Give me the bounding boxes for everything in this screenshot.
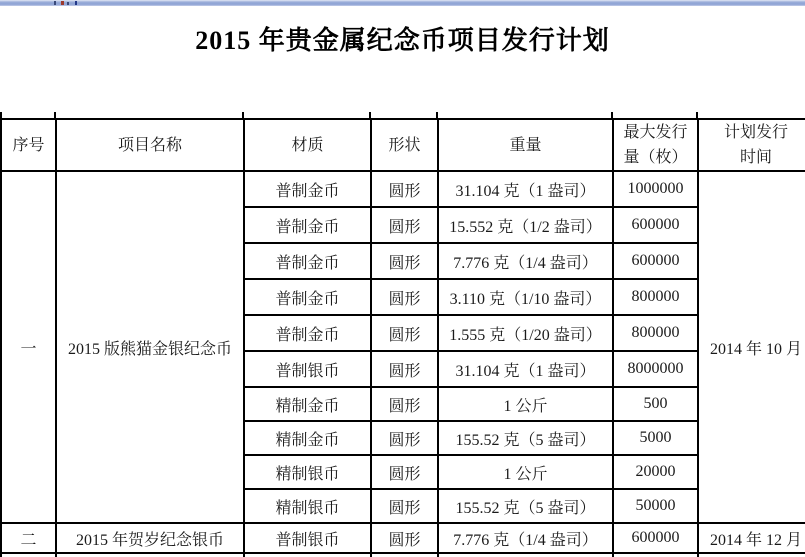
- toolbar-icon-remnant: [67, 2, 69, 5]
- header-shape: 形状: [371, 119, 438, 171]
- weight-cell: 7.776 克（1/4 盎司）: [438, 243, 613, 279]
- issue-time-cell: 2014 年 12 月: [698, 523, 805, 553]
- table-header-row: [1, 119, 805, 171]
- max-issuance-cell: 600000: [613, 523, 698, 553]
- page-title: 2015 年贵金属纪念币项目发行计划: [195, 26, 610, 55]
- max-issuance-cell: 20000: [613, 455, 698, 489]
- table-row: [1, 523, 805, 553]
- material-cell: 普制金币: [244, 243, 371, 279]
- table-row: [1, 171, 805, 207]
- header-weight: 重量: [438, 119, 613, 171]
- max-issuance-cell: 5000: [613, 421, 698, 455]
- toolbar-icon-remnant: [61, 1, 64, 5]
- clipped-next-row: [1, 553, 805, 557]
- material-cell: 普制银币: [244, 523, 371, 553]
- max-issuance-cell: 600000: [613, 243, 698, 279]
- toolbar-icon-remnant: [54, 1, 56, 5]
- material-cell: 普制金币: [244, 207, 371, 243]
- shape-cell: 圆形: [371, 455, 438, 489]
- shape-cell: 圆形: [371, 279, 438, 315]
- max-issuance-cell: 600000: [613, 207, 698, 243]
- header-max-issuance-label: 最大发行量（枚）: [623, 124, 688, 166]
- weight-cell: 31.104 克（1 盎司）: [438, 351, 613, 387]
- material-cell: 精制银币: [244, 455, 371, 489]
- weight-cell: 31.104 克（1 盎司）: [438, 171, 613, 207]
- material-cell: 精制金币: [244, 421, 371, 455]
- material-cell: 普制金币: [244, 279, 371, 315]
- serial-cell: 一: [1, 171, 56, 523]
- shape-cell: 圆形: [371, 171, 438, 207]
- weight-cell: 1.555 克（1/20 盎司）: [438, 315, 613, 351]
- issue-time-cell: 2014 年 10 月: [698, 171, 805, 523]
- max-issuance-cell: 500: [613, 387, 698, 421]
- weight-cell: 155.52 克（5 盎司）: [438, 421, 613, 455]
- serial-cell: 二: [1, 523, 56, 553]
- max-issuance-cell: 800000: [613, 315, 698, 351]
- max-issuance-cell: 50000: [613, 489, 698, 523]
- shape-cell: 圆形: [371, 387, 438, 421]
- weight-cell: 15.552 克（1/2 盎司）: [438, 207, 613, 243]
- material-cell: 普制金币: [244, 315, 371, 351]
- project-name-cell: 2015 版熊猫金银纪念币: [56, 171, 244, 523]
- header-max-issuance: [613, 119, 698, 171]
- shape-cell: 圆形: [371, 315, 438, 351]
- weight-cell: 1 公斤: [438, 455, 613, 489]
- material-cell: 普制银币: [244, 351, 371, 387]
- header-issue-time-label: 计划发行时间: [723, 124, 788, 166]
- weight-cell: 1 公斤: [438, 387, 613, 421]
- max-issuance-cell: 800000: [613, 279, 698, 315]
- shape-cell: 圆形: [371, 243, 438, 279]
- header-issue-time: [698, 119, 805, 171]
- issuance-plan-table: [0, 118, 805, 557]
- shape-cell: 圆形: [371, 207, 438, 243]
- max-issuance-cell: 8000000: [613, 351, 698, 387]
- project-name-cell: 2015 年贺岁纪念银币: [56, 523, 244, 553]
- material-cell: 精制金币: [244, 387, 371, 421]
- material-cell: 普制金币: [244, 171, 371, 207]
- shape-cell: 圆形: [371, 421, 438, 455]
- weight-cell: 3.110 克（1/10 盎司）: [438, 279, 613, 315]
- header-material: 材质: [244, 119, 371, 171]
- shape-cell: 圆形: [371, 351, 438, 387]
- toolbar-edge-strip: [0, 0, 805, 6]
- header-serial: 序号: [1, 119, 56, 171]
- weight-cell: 7.776 克（1/4 盎司）: [438, 523, 613, 553]
- max-issuance-cell: 1000000: [613, 171, 698, 207]
- material-cell: 精制银币: [244, 489, 371, 523]
- weight-cell: 155.52 克（5 盎司）: [438, 489, 613, 523]
- shape-cell: 圆形: [371, 489, 438, 523]
- shape-cell: 圆形: [371, 523, 438, 553]
- toolbar-icon-remnant: [75, 1, 77, 5]
- header-project: 项目名称: [56, 119, 244, 171]
